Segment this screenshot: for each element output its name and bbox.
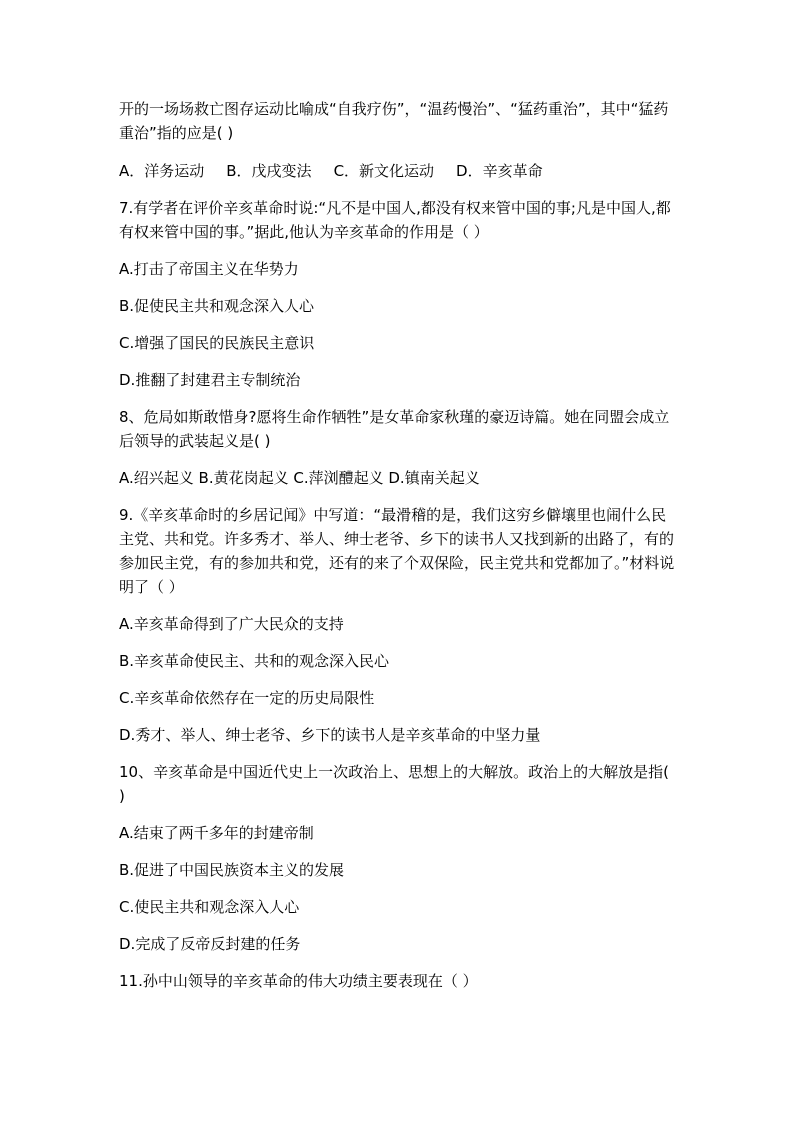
question-8-options: A.绍兴起义 B.黄花岗起义 C.萍浏醴起义 D.镇南关起义 bbox=[119, 469, 480, 487]
document-body bbox=[119, 97, 679, 1006]
question-7-option-b: B.促使民主共和观念深入人心 bbox=[119, 297, 315, 315]
question-6-option-c: C．新文化运动 bbox=[333, 162, 435, 180]
question-10-option-a: A.结束了两千多年的封建帝制 bbox=[119, 824, 314, 842]
question-6-option-d: D．辛亥革命 bbox=[456, 162, 543, 180]
question-7-option-a: A.打击了帝国主义在华势力 bbox=[119, 260, 299, 278]
question-11-stem: 11.孙中山领导的辛亥革命的伟大功绩主要表现在（ ） bbox=[119, 972, 478, 990]
question-9-option-d: D.秀才、举人、绅士老爷、乡下的读书人是辛亥革命的中坚力量 bbox=[119, 726, 541, 744]
question-9-option-b: B.辛亥革命使民主、共和的观念深入民心 bbox=[119, 652, 390, 670]
question-6-stem-tail: 开的一场场救亡图存运动比喻成“自我疗伤”，“温药慢治”、“猛药重治”，其中“猛药重治”指的应是( ) bbox=[119, 100, 669, 142]
question-6-option-b: B．戊戌变法 bbox=[226, 162, 312, 180]
question-6-options bbox=[119, 159, 679, 183]
question-7-stem: 7.有学者在评价辛亥革命时说:“凡不是中国人,都没有权来管中国的事;凡是中国人,都有权来管中国的事。”据此,他认为辛亥革命的作用是（ ） bbox=[119, 199, 671, 241]
question-10-option-c: C.使民主共和观念深入人心 bbox=[119, 898, 300, 916]
question-9-option-a: A.辛亥革命得到了广大民众的支持 bbox=[119, 615, 344, 633]
question-10-option-d: D.完成了反帝反封建的任务 bbox=[119, 935, 301, 953]
question-7-option-d: D.推翻了封建君主专制统治 bbox=[119, 371, 301, 389]
question-9-option-c: C.辛亥革命依然存在一定的历史局限性 bbox=[119, 689, 375, 707]
question-8-stem: 8、危局如斯敢惜身?愿将生命作牺牲”是女革命家秋瑾的豪迈诗篇。她在同盟会成立后领导的武装起义是( ) bbox=[119, 408, 670, 450]
question-6-option-a: A．洋务运动 bbox=[119, 162, 205, 180]
question-7-option-c: C.增强了国民的民族民主意识 bbox=[119, 334, 315, 352]
question-10-option-b: B.促进了中国民族资本主义的发展 bbox=[119, 861, 345, 879]
question-10-stem: 10、辛亥革命是中国近代史上一次政治上、思想上的大解放。政治上的大解放是指( ) bbox=[119, 763, 669, 805]
question-9-stem: 9.《辛亥革命时的乡居记闻》中写道：“最滑稽的是，我们这穷乡僻壤里也闹什么民主党、共和党。许多秀才、举人、绅士老爷、乡下的读书人又找到新的出路了，有的参加民主党，有的参加共和党，还有的来了个双保险，民主党共和党都加了。”材料说明了（ ） bbox=[119, 506, 675, 596]
